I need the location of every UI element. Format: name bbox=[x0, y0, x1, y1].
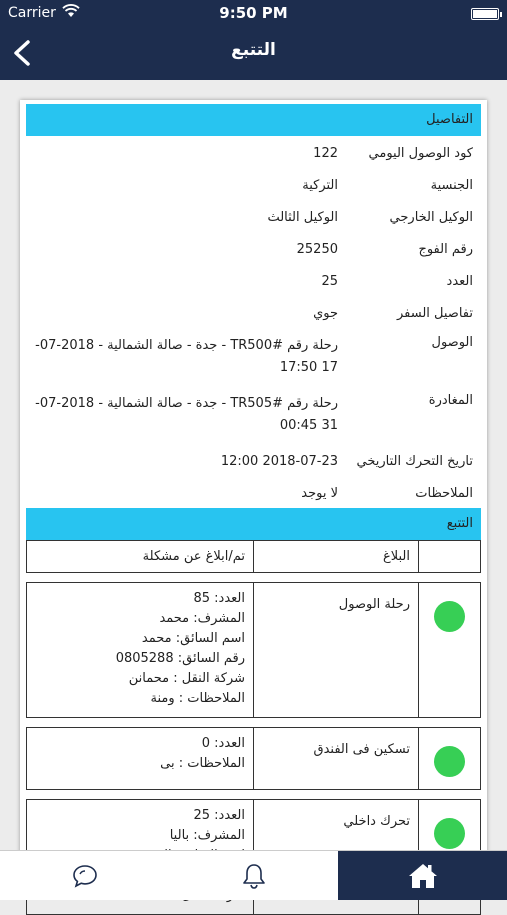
detail-value: 25 bbox=[321, 274, 338, 289]
info-line: الملاحظات : بى bbox=[160, 756, 245, 771]
detail-value: رحلة رقم TR505# - جدة - صالة الشمالية - 2018-07-31 00:45 bbox=[35, 396, 338, 433]
detail-value: 2018-07-23 12:00 bbox=[220, 454, 338, 469]
detail-label: الملاحظات bbox=[415, 486, 473, 501]
info-line: المشرف: محمد bbox=[159, 611, 245, 626]
detail-row bbox=[26, 136, 481, 168]
report-info bbox=[27, 728, 254, 790]
status-cell bbox=[419, 728, 481, 790]
info-line: رقم السائق: 0805288 bbox=[115, 651, 245, 666]
detail-value: 122 bbox=[313, 146, 338, 161]
details-list bbox=[26, 136, 481, 508]
tab-notifications[interactable] bbox=[169, 851, 338, 900]
status-dot bbox=[434, 601, 465, 632]
header-problem: تم/ابلاغ عن مشكلة bbox=[27, 541, 254, 573]
detail-label: تاريخ التحرك التاريخي bbox=[356, 454, 473, 469]
status-cell bbox=[419, 583, 481, 718]
status-dot bbox=[434, 746, 465, 777]
content-scroll[interactable] bbox=[0, 80, 507, 850]
details-card bbox=[20, 100, 487, 880]
chat-icon bbox=[71, 862, 99, 890]
detail-value: الوكيل الثالث bbox=[267, 210, 338, 225]
detail-label: رقم الفوج bbox=[418, 242, 473, 257]
battery-icon bbox=[471, 8, 499, 20]
header-status-cell bbox=[419, 541, 481, 573]
detail-label: الجنسية bbox=[430, 178, 473, 193]
tab-home[interactable] bbox=[338, 851, 507, 900]
bell-icon bbox=[241, 862, 267, 890]
detail-row bbox=[26, 296, 481, 328]
carrier-label: Carrier bbox=[8, 5, 56, 21]
info-line: الملاحظات : ومنة bbox=[150, 691, 245, 706]
detail-value: التركية bbox=[302, 178, 338, 193]
detail-value: جوي bbox=[313, 306, 338, 321]
table-spacer bbox=[27, 573, 481, 583]
header-report: البلاغ bbox=[254, 541, 419, 573]
table-row[interactable] bbox=[27, 583, 481, 718]
status-bar bbox=[0, 0, 507, 26]
detail-row bbox=[26, 476, 481, 508]
report-name: تسكين فى الفندق bbox=[254, 728, 419, 790]
detail-value: 25250 bbox=[296, 242, 338, 257]
report-name: تحرك داخلي bbox=[254, 800, 419, 915]
detail-label: الوكيل الخارجي bbox=[389, 210, 473, 225]
table-spacer bbox=[27, 790, 481, 800]
clock: 9:50 PM bbox=[219, 4, 288, 22]
details-header: التفاصيل bbox=[26, 104, 481, 136]
tab-chat[interactable] bbox=[0, 851, 169, 900]
page-title: التتبع bbox=[231, 40, 276, 60]
detail-value: لا يوجد bbox=[301, 486, 338, 501]
detail-label: المغادرة bbox=[428, 393, 473, 408]
detail-row bbox=[26, 264, 481, 296]
detail-label: الوصول bbox=[431, 335, 473, 350]
info-line: شركة النقل : محمانن bbox=[128, 671, 245, 686]
table-row[interactable] bbox=[27, 728, 481, 790]
report-info bbox=[27, 583, 254, 718]
status-dot bbox=[434, 818, 465, 849]
detail-row bbox=[26, 168, 481, 200]
detail-row bbox=[26, 444, 481, 476]
tracking-header: التتبع bbox=[26, 508, 481, 540]
detail-row bbox=[26, 200, 481, 232]
table-spacer bbox=[27, 718, 481, 728]
info-line: العدد: 0 bbox=[201, 736, 245, 751]
info-line: اسم السائق: محمد bbox=[141, 631, 245, 646]
info-line: العدد: 25 bbox=[193, 808, 245, 823]
detail-label: العدد bbox=[446, 274, 473, 289]
info-line: المشرف: باليا bbox=[169, 828, 245, 843]
detail-row bbox=[26, 232, 481, 264]
tab-bar bbox=[0, 850, 507, 900]
detail-row bbox=[26, 328, 481, 386]
detail-row bbox=[26, 386, 481, 444]
nav-bar bbox=[0, 26, 507, 80]
info-line: العدد: 85 bbox=[193, 591, 245, 606]
table-header-row bbox=[27, 541, 481, 573]
home-icon bbox=[408, 862, 438, 890]
detail-label: تفاصيل السفر bbox=[396, 306, 473, 321]
report-name: رحلة الوصول bbox=[254, 583, 419, 718]
detail-label: كود الوصول اليومي bbox=[368, 146, 473, 161]
detail-value: رحلة رقم TR500# - جدة - صالة الشمالية - 2018-07-17 17:50 bbox=[35, 338, 338, 375]
